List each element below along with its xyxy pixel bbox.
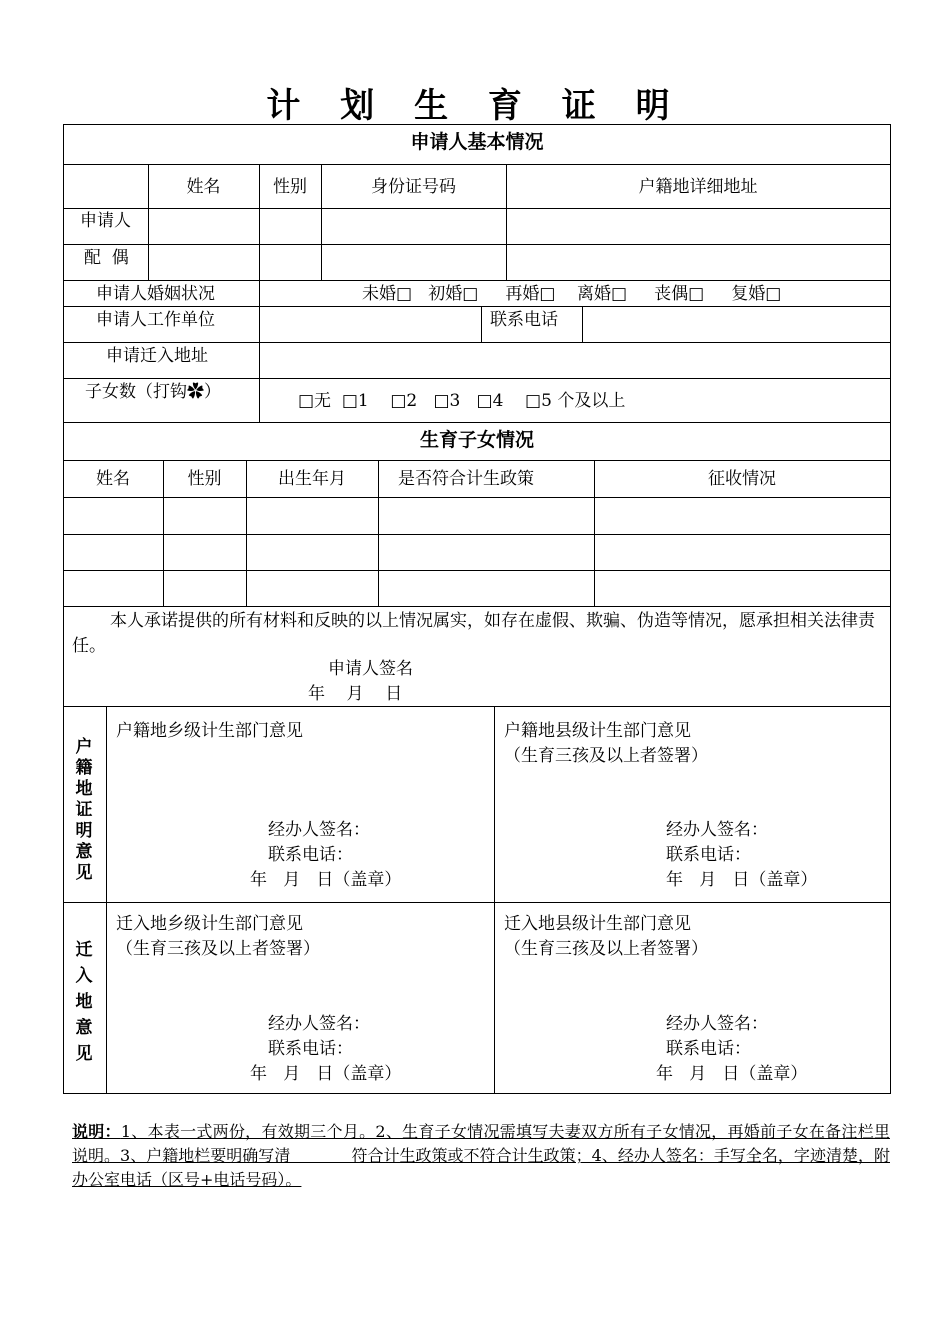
child-col-birth: 出生年月 [278, 469, 346, 489]
page-title: 计 划 生 育 证 明 [266, 86, 684, 126]
move-in-township-title: 迁入地乡级计生部门意见 [116, 914, 303, 934]
move-in-address-label: 申请迁入地址 [106, 346, 208, 366]
move-in-county-phone: 联系电话： [666, 1039, 751, 1059]
household-township-handler: 经办人签名： [268, 820, 370, 840]
row-applicant-label: 申请人 [80, 211, 131, 231]
child-col-levy: 征收情况 [708, 469, 776, 489]
applicant-signature-label: 申请人签名 [328, 659, 413, 679]
row-spouse-label: 配 偶 [84, 248, 129, 268]
move-in-county-handler: 经办人签名： [666, 1014, 768, 1034]
move-in-county-title: 迁入地县级计生部门意见 [504, 914, 691, 934]
children-count-label: 子女数（打钩✿） [85, 382, 221, 402]
work-unit-label: 申请人工作单位 [96, 310, 215, 330]
household-county-handler: 经办人签名： [666, 820, 768, 840]
notes [72, 1120, 890, 1192]
pledge-text: 本人承诺提供的所有材料和反映的以上情况属实，如存在虚假、欺骗、伪造等情况，愿承担相关法律责任。 [72, 611, 875, 656]
children-count-options[interactable]: □无 □1 □2 □3 □4 □5 个及以上 [298, 391, 626, 411]
household-opinion-side-label: 户 籍 地 证 明 意 见 [75, 737, 93, 883]
col-gender-header: 性别 [273, 177, 307, 197]
col-name-header: 姓名 [186, 177, 221, 197]
col-address-header: 户籍地详细地址 [638, 177, 758, 197]
child-col-gender: 性别 [187, 469, 222, 489]
move-in-county-subtitle: （生育三孩及以上者签署） [504, 939, 708, 959]
move-in-county-date: 年 月 日（盖章） [656, 1064, 808, 1084]
move-in-township-subtitle: （生育三孩及以上者签署） [116, 939, 320, 959]
household-county-date: 年 月 日（盖章） [666, 870, 818, 890]
section-children-header: 生育子女情况 [419, 429, 534, 451]
child-col-policy: 是否符合计生政策 [398, 469, 534, 489]
section-basic-header: 申请人基本情况 [410, 131, 544, 153]
household-township-date: 年 月 日（盖章） [250, 870, 402, 890]
contact-phone-label: 联系电话 [490, 310, 558, 330]
household-county-title: 户籍地县级计生部门意见 [504, 721, 691, 741]
household-county-subtitle: （生育三孩及以上者签署） [504, 746, 708, 766]
move-in-township-handler: 经办人签名： [268, 1014, 370, 1034]
household-township-phone: 联系电话： [268, 845, 353, 865]
household-township-title: 户籍地乡级计生部门意见 [116, 721, 303, 741]
notes-label: 说明： [72, 1122, 121, 1141]
applicant-date-label: 年 月 日 [308, 684, 403, 704]
move-in-township-phone: 联系电话： [268, 1039, 353, 1059]
move-in-township-date: 年 月 日（盖章） [250, 1064, 402, 1084]
household-county-phone: 联系电话： [666, 845, 751, 865]
marital-status-label: 申请人婚姻状况 [96, 284, 215, 304]
col-id-header: 身份证号码 [371, 177, 456, 197]
child-col-name: 姓名 [96, 469, 130, 489]
move-in-opinion-side-label: 迁 入 地 意 见 [75, 940, 93, 1064]
notes-text: 1、本表一式两份，有效期三个月。2、生育子女情况需填写夫妻双方所有子女情况，再婚前子女在备注栏里说明。3、户籍地栏要明确写清 符合计生政策或不符合计生政策；4、经办人签名：手写全名，字迹清楚，附办公室电话（区号+电话号码）。 [72, 1122, 890, 1189]
marital-status-options[interactable]: 未婚□ 初婚□ 再婚□ 离婚□ 丧偶□ 复婚□ [362, 284, 782, 304]
